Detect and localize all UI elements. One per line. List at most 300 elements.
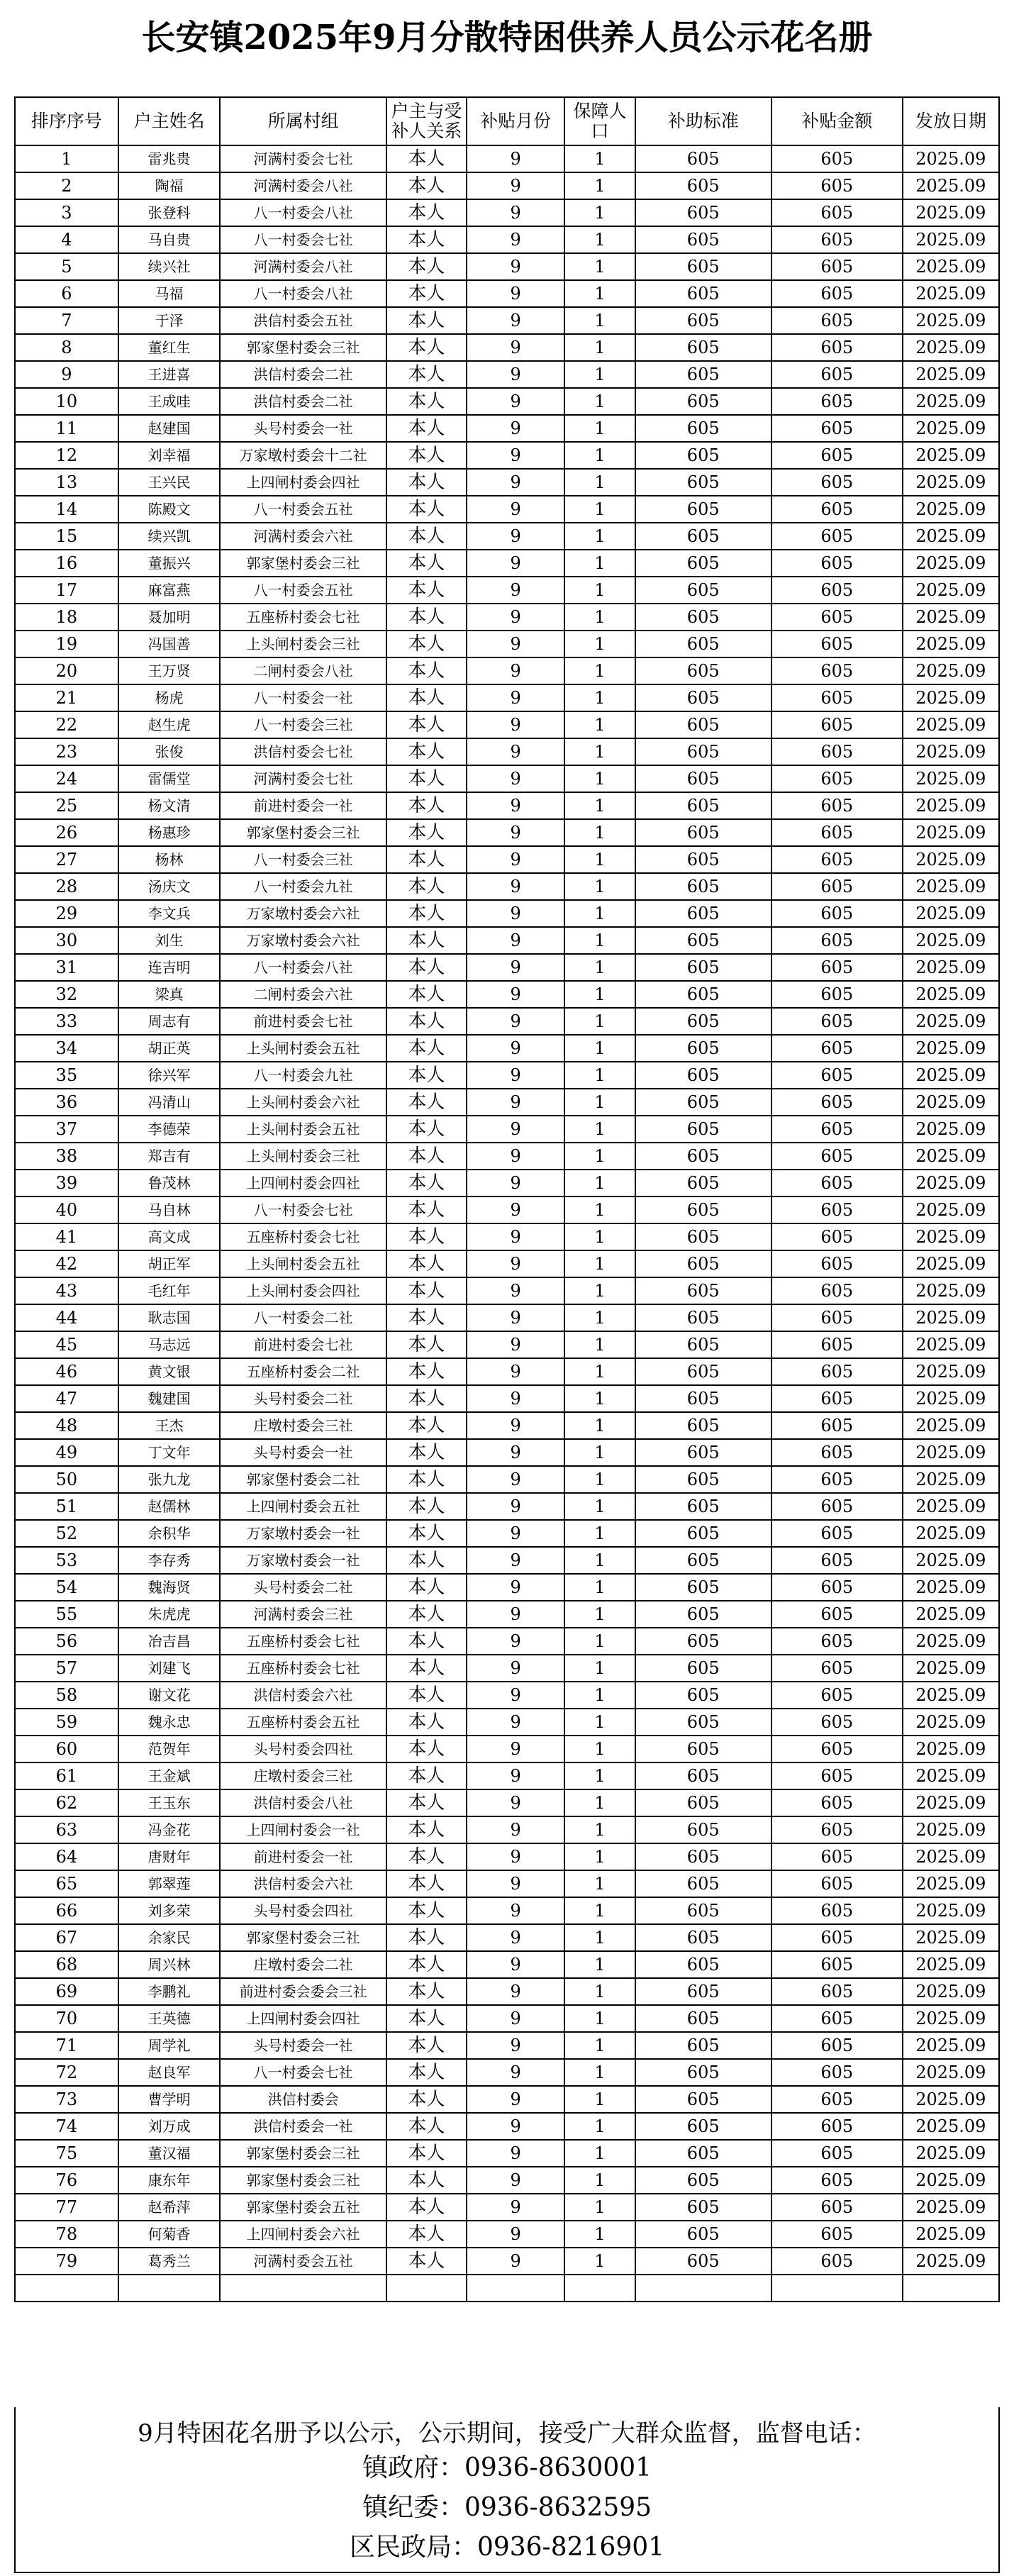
cell-persons: 1 xyxy=(564,819,635,846)
cell-standard: 605 xyxy=(635,280,771,307)
cell-date: 2025.09 xyxy=(903,469,999,496)
cell-standard: 605 xyxy=(635,1978,771,2005)
cell-persons: 1 xyxy=(564,2032,635,2059)
cell-relation: 本人 xyxy=(386,1628,467,1655)
cell-standard: 605 xyxy=(635,1008,771,1035)
cell-name: 周志有 xyxy=(118,1008,221,1035)
cell-standard: 605 xyxy=(635,2113,771,2140)
cell-amount: 605 xyxy=(771,1197,903,1223)
cell-persons: 1 xyxy=(564,2221,635,2248)
cell-persons: 1 xyxy=(564,496,635,523)
cell-relation: 本人 xyxy=(386,1035,467,1062)
cell-amount: 605 xyxy=(771,550,903,577)
cell-date: 2025.09 xyxy=(903,873,999,900)
cell-name: 聂加明 xyxy=(118,604,221,631)
cell-relation: 本人 xyxy=(386,792,467,819)
cell-month: 9 xyxy=(467,2059,564,2086)
cell-date: 2025.09 xyxy=(903,415,999,442)
cell-seq: 63 xyxy=(15,1816,118,1843)
cell-name: 梁真 xyxy=(118,981,221,1008)
cell-standard: 605 xyxy=(635,550,771,577)
table-row xyxy=(15,1277,999,1304)
cell-name: 王进喜 xyxy=(118,361,221,388)
cell-name: 魏海贤 xyxy=(118,1574,221,1601)
notice-text: 9月特困花名册予以公示，公示期间，接受广大群众监督，监督电话： xyxy=(138,2419,876,2448)
cell-village: 前进村委会七社 xyxy=(220,1008,386,1035)
cell-village: 河满村委会六社 xyxy=(220,523,386,550)
cell-month: 9 xyxy=(467,523,564,550)
cell-persons: 1 xyxy=(564,1655,635,1682)
cell-standard: 605 xyxy=(635,1897,771,1924)
cell-standard: 605 xyxy=(635,1143,771,1170)
cell-amount: 605 xyxy=(771,981,903,1008)
cell-persons: 1 xyxy=(564,523,635,550)
cell-persons: 1 xyxy=(564,1547,635,1574)
cell-persons: 1 xyxy=(564,1870,635,1897)
cell-relation: 本人 xyxy=(386,172,467,199)
cell-name: 冯国善 xyxy=(118,631,221,657)
table-row xyxy=(15,361,999,388)
cell-name: 王兴民 xyxy=(118,469,221,496)
cell-persons: 1 xyxy=(564,657,635,684)
cell-village: 五座桥村委会五社 xyxy=(220,1709,386,1736)
cell-date: 2025.09 xyxy=(903,1439,999,1466)
table-row xyxy=(15,334,999,361)
cell-village: 八一村委会八社 xyxy=(220,199,386,226)
cell-amount: 605 xyxy=(771,631,903,657)
cell-seq: 54 xyxy=(15,1574,118,1601)
cell-standard: 605 xyxy=(635,900,771,927)
cell-name: 赵生虎 xyxy=(118,711,221,738)
cell-month: 9 xyxy=(467,1223,564,1250)
cell-relation: 本人 xyxy=(386,2032,467,2059)
cell-seq: 3 xyxy=(15,199,118,226)
cell-seq: 23 xyxy=(15,738,118,765)
cell-name: 康东年 xyxy=(118,2167,221,2194)
table-row xyxy=(15,280,999,307)
cell-date: 2025.09 xyxy=(903,1897,999,1924)
cell-standard: 605 xyxy=(635,1574,771,1601)
table-row xyxy=(15,1870,999,1897)
cell-month: 9 xyxy=(467,199,564,226)
cell-standard: 605 xyxy=(635,954,771,981)
cell-relation: 本人 xyxy=(386,1331,467,1358)
cell-seq: 5 xyxy=(15,253,118,280)
cell-seq: 45 xyxy=(15,1331,118,1358)
cell-name: 李德荣 xyxy=(118,1116,221,1143)
cell-seq: 60 xyxy=(15,1736,118,1762)
cell-seq: 33 xyxy=(15,1008,118,1035)
cell-relation: 本人 xyxy=(386,981,467,1008)
cell-amount: 605 xyxy=(771,1035,903,1062)
cell-name: 郑吉有 xyxy=(118,1143,221,1170)
cell-persons: 1 xyxy=(564,1843,635,1870)
cell-relation: 本人 xyxy=(386,145,467,172)
cell-village: 八一村委会一社 xyxy=(220,684,386,711)
cell-seq: 44 xyxy=(15,1304,118,1331)
cell-amount: 605 xyxy=(771,765,903,792)
cell-amount: 605 xyxy=(771,1223,903,1250)
cell-relation: 本人 xyxy=(386,604,467,631)
cell-seq: 8 xyxy=(15,334,118,361)
cell-name: 魏永忠 xyxy=(118,1709,221,1736)
cell-persons: 1 xyxy=(564,1089,635,1116)
table-row xyxy=(15,2167,999,2194)
cell-amount: 605 xyxy=(771,1358,903,1385)
cell-amount: 605 xyxy=(771,1466,903,1493)
cell-relation: 本人 xyxy=(386,1089,467,1116)
cell-name: 董振兴 xyxy=(118,550,221,577)
cell-name: 麻富燕 xyxy=(118,577,221,604)
cell-amount: 605 xyxy=(771,954,903,981)
cell-month: 9 xyxy=(467,1277,564,1304)
cell-amount: 605 xyxy=(771,738,903,765)
cell-name: 王金斌 xyxy=(118,1762,221,1789)
cell-relation: 本人 xyxy=(386,1655,467,1682)
cell-village: 郭家堡村委会三社 xyxy=(220,819,386,846)
table-row xyxy=(15,792,999,819)
cell-name: 马志远 xyxy=(118,1331,221,1358)
cell-date: 2025.09 xyxy=(903,1143,999,1170)
cell-standard: 605 xyxy=(635,2167,771,2194)
table-row xyxy=(15,1897,999,1924)
cell-village: 郭家堡村委会三社 xyxy=(220,550,386,577)
cell-seq: 37 xyxy=(15,1116,118,1143)
cell-village: 头号村委会四社 xyxy=(220,1736,386,1762)
cell-standard: 605 xyxy=(635,145,771,172)
cell-seq: 17 xyxy=(15,577,118,604)
cell-date: 2025.09 xyxy=(903,1035,999,1062)
cell-persons: 1 xyxy=(564,1250,635,1277)
cell-month: 9 xyxy=(467,1008,564,1035)
cell-relation: 本人 xyxy=(386,1466,467,1493)
cell-name: 雷兆贵 xyxy=(118,145,221,172)
cell-date: 2025.09 xyxy=(903,1547,999,1574)
cell-amount: 605 xyxy=(771,927,903,954)
cell-name: 刘建飞 xyxy=(118,1655,221,1682)
cell-date: 2025.09 xyxy=(903,1789,999,1816)
cell-name: 郭翠莲 xyxy=(118,1870,221,1897)
cell-relation: 本人 xyxy=(386,496,467,523)
table-row xyxy=(15,1439,999,1466)
cell-amount: 605 xyxy=(771,1143,903,1170)
cell-date: 2025.09 xyxy=(903,1574,999,1601)
cell-month: 9 xyxy=(467,2113,564,2140)
cell-relation: 本人 xyxy=(386,954,467,981)
cell-persons: 1 xyxy=(564,604,635,631)
cell-village: 洪信村委会 xyxy=(220,2086,386,2113)
cell-name: 王杰 xyxy=(118,1412,221,1439)
cell-relation: 本人 xyxy=(386,1385,467,1412)
cell-village: 郭家堡村委会三社 xyxy=(220,2167,386,2194)
cell-village: 头号村委会一社 xyxy=(220,415,386,442)
cell-standard: 605 xyxy=(635,1736,771,1762)
cell-month: 9 xyxy=(467,172,564,199)
cell-standard: 605 xyxy=(635,1170,771,1197)
cell-name: 王成哇 xyxy=(118,388,221,415)
cell-seq: 57 xyxy=(15,1655,118,1682)
cell-persons: 1 xyxy=(564,711,635,738)
cell-relation: 本人 xyxy=(386,1358,467,1385)
cell-standard: 605 xyxy=(635,2248,771,2275)
cell-village: 五座桥村委会七社 xyxy=(220,1223,386,1250)
cell-relation: 本人 xyxy=(386,442,467,469)
cell-persons: 1 xyxy=(564,1116,635,1143)
cell-village: 头号村委会二社 xyxy=(220,1385,386,1412)
cell-persons: 1 xyxy=(564,2086,635,2113)
cell-seq: 59 xyxy=(15,1709,118,1736)
cell-persons: 1 xyxy=(564,226,635,253)
cell-persons: 1 xyxy=(564,1170,635,1197)
cell-persons: 1 xyxy=(564,900,635,927)
cell-month: 9 xyxy=(467,927,564,954)
cell-name: 葛秀兰 xyxy=(118,2248,221,2275)
cell-month: 9 xyxy=(467,1762,564,1789)
cell-date: 2025.09 xyxy=(903,1655,999,1682)
cell-seq: 79 xyxy=(15,2248,118,2275)
cell-name: 杨林 xyxy=(118,846,221,873)
cell-persons: 1 xyxy=(564,307,635,334)
cell-persons: 1 xyxy=(564,1439,635,1466)
cell-persons: 1 xyxy=(564,1789,635,1816)
header-village: 所属村组 xyxy=(220,97,386,145)
table-row xyxy=(15,981,999,1008)
cell-seq: 68 xyxy=(15,1951,118,1978)
cell-standard: 605 xyxy=(635,2059,771,2086)
cell-month: 9 xyxy=(467,846,564,873)
cell-amount: 605 xyxy=(771,1978,903,2005)
cell-date: 2025.09 xyxy=(903,765,999,792)
cell-amount: 605 xyxy=(771,1762,903,1789)
cell-seq: 67 xyxy=(15,1924,118,1951)
cell-month: 9 xyxy=(467,954,564,981)
cell-amount: 605 xyxy=(771,1951,903,1978)
cell-standard: 605 xyxy=(635,469,771,496)
cell-village: 上头闸村委会三社 xyxy=(220,1143,386,1170)
cell-amount: 605 xyxy=(771,442,903,469)
cell-relation: 本人 xyxy=(386,1170,467,1197)
cell-relation: 本人 xyxy=(386,819,467,846)
table-row xyxy=(15,388,999,415)
table-row xyxy=(15,631,999,657)
cell-amount: 605 xyxy=(771,361,903,388)
cell-relation: 本人 xyxy=(386,1762,467,1789)
cell-name: 汤庆文 xyxy=(118,873,221,900)
cell-persons: 1 xyxy=(564,1412,635,1439)
table-row xyxy=(15,1331,999,1358)
cell-persons: 1 xyxy=(564,765,635,792)
cell-month: 9 xyxy=(467,2194,564,2221)
cell-village: 洪信村委会一社 xyxy=(220,2113,386,2140)
table-row xyxy=(15,469,999,496)
cell-month: 9 xyxy=(467,1331,564,1358)
cell-month: 9 xyxy=(467,496,564,523)
cell-persons: 1 xyxy=(564,1682,635,1709)
cell-amount: 605 xyxy=(771,1736,903,1762)
cell-name: 刘万成 xyxy=(118,2113,221,2140)
cell-persons: 1 xyxy=(564,873,635,900)
cell-amount: 605 xyxy=(771,388,903,415)
cell-name: 董红生 xyxy=(118,334,221,361)
cell-persons: 1 xyxy=(564,846,635,873)
cell-village: 庄墩村委会三社 xyxy=(220,1412,386,1439)
cell-amount: 605 xyxy=(771,819,903,846)
cell-date: 2025.09 xyxy=(903,307,999,334)
cell-date: 2025.09 xyxy=(903,2167,999,2194)
cell-relation: 本人 xyxy=(386,1789,467,1816)
cell-village: 前进村委会委会三社 xyxy=(220,1978,386,2005)
table-row xyxy=(15,1197,999,1223)
cell-seq: 46 xyxy=(15,1358,118,1385)
table-row xyxy=(15,1466,999,1493)
cell-village: 洪信村委会六社 xyxy=(220,1870,386,1897)
cell-standard: 605 xyxy=(635,2032,771,2059)
cell-month: 9 xyxy=(467,2032,564,2059)
cell-seq: 22 xyxy=(15,711,118,738)
cell-name: 赵儒林 xyxy=(118,1493,221,1520)
cell-month: 9 xyxy=(467,469,564,496)
cell-persons: 1 xyxy=(564,2167,635,2194)
table-row xyxy=(15,927,999,954)
table-row xyxy=(15,307,999,334)
cell-name: 冯清山 xyxy=(118,1089,221,1116)
cell-relation: 本人 xyxy=(386,2248,467,2275)
cell-persons: 1 xyxy=(564,1062,635,1089)
cell-village: 八一村委会九社 xyxy=(220,873,386,900)
table-row xyxy=(15,1520,999,1547)
cell-month: 9 xyxy=(467,1870,564,1897)
cell-persons: 1 xyxy=(564,1736,635,1762)
cell-village: 洪信村委会七社 xyxy=(220,738,386,765)
cell-date: 2025.09 xyxy=(903,738,999,765)
cell-amount: 605 xyxy=(771,496,903,523)
cell-village: 洪信村委会二社 xyxy=(220,388,386,415)
cell-persons: 1 xyxy=(564,1331,635,1358)
cell-standard: 605 xyxy=(635,1250,771,1277)
cell-amount: 605 xyxy=(771,1816,903,1843)
cell-relation: 本人 xyxy=(386,1682,467,1709)
table-row xyxy=(15,496,999,523)
cell-relation: 本人 xyxy=(386,2113,467,2140)
table-row xyxy=(15,765,999,792)
cell-amount: 605 xyxy=(771,873,903,900)
table-row xyxy=(15,1762,999,1789)
cell-amount: 605 xyxy=(771,1116,903,1143)
cell-amount: 605 xyxy=(771,1277,903,1304)
cell-month: 9 xyxy=(467,1574,564,1601)
cell-month: 9 xyxy=(467,1412,564,1439)
cell-month: 9 xyxy=(467,1951,564,1978)
header-date: 发放日期 xyxy=(903,97,999,145)
cell-name: 周兴林 xyxy=(118,1951,221,1978)
cell-month: 9 xyxy=(467,334,564,361)
cell-standard: 605 xyxy=(635,2221,771,2248)
cell-seq: 50 xyxy=(15,1466,118,1493)
cell-village: 八一村委会三社 xyxy=(220,846,386,873)
cell-date: 2025.09 xyxy=(903,1493,999,1520)
cell-seq: 75 xyxy=(15,2140,118,2167)
cell-relation: 本人 xyxy=(386,1197,467,1223)
cell-seq: 42 xyxy=(15,1250,118,1277)
cell-standard: 605 xyxy=(635,496,771,523)
cell-village: 八一村委会八社 xyxy=(220,280,386,307)
cell-name: 刘生 xyxy=(118,927,221,954)
cell-amount: 605 xyxy=(771,900,903,927)
cell-seq: 16 xyxy=(15,550,118,577)
cell-seq: 7 xyxy=(15,307,118,334)
cell-date: 2025.09 xyxy=(903,550,999,577)
cell-persons: 1 xyxy=(564,145,635,172)
cell-name: 张九龙 xyxy=(118,1466,221,1493)
table-row xyxy=(15,2005,999,2032)
cell-seq: 4 xyxy=(15,226,118,253)
cell-relation: 本人 xyxy=(386,846,467,873)
cell-seq: 29 xyxy=(15,900,118,927)
cell-standard: 605 xyxy=(635,442,771,469)
cell-relation: 本人 xyxy=(386,388,467,415)
cell-date: 2025.09 xyxy=(903,927,999,954)
footer-notice-box xyxy=(14,2407,1000,2573)
table-row xyxy=(15,1089,999,1116)
cell-month: 9 xyxy=(467,1601,564,1628)
cell-month: 9 xyxy=(467,1385,564,1412)
cell-seq: 52 xyxy=(15,1520,118,1547)
cell-date: 2025.09 xyxy=(903,253,999,280)
cell-persons: 1 xyxy=(564,1385,635,1412)
cell-amount: 605 xyxy=(771,1385,903,1412)
cell-persons: 1 xyxy=(564,1762,635,1789)
cell-month: 9 xyxy=(467,738,564,765)
cell-standard: 605 xyxy=(635,1439,771,1466)
cell-relation: 本人 xyxy=(386,657,467,684)
cell-standard: 605 xyxy=(635,927,771,954)
table-row xyxy=(15,1628,999,1655)
cell-month: 9 xyxy=(467,1250,564,1277)
cell-persons: 1 xyxy=(564,981,635,1008)
cell-standard: 605 xyxy=(635,1870,771,1897)
cell-standard: 605 xyxy=(635,631,771,657)
table-row xyxy=(15,1978,999,2005)
cell-seq: 38 xyxy=(15,1143,118,1170)
cell-name: 王英德 xyxy=(118,2005,221,2032)
cell-persons: 1 xyxy=(564,1493,635,1520)
cell-amount: 605 xyxy=(771,684,903,711)
cell-relation: 本人 xyxy=(386,684,467,711)
table-row xyxy=(15,550,999,577)
cell-month: 9 xyxy=(467,1197,564,1223)
cell-date: 2025.09 xyxy=(903,1062,999,1089)
cell-seq: 10 xyxy=(15,388,118,415)
cell-month: 9 xyxy=(467,631,564,657)
cell-month: 9 xyxy=(467,1924,564,1951)
table-row xyxy=(15,145,999,172)
table-row xyxy=(15,738,999,765)
cell-persons: 1 xyxy=(564,1520,635,1547)
cell-month: 9 xyxy=(467,1358,564,1385)
cell-name: 雷儒堂 xyxy=(118,765,221,792)
cell-relation: 本人 xyxy=(386,280,467,307)
cell-persons: 1 xyxy=(564,280,635,307)
cell-village: 八一村委会二社 xyxy=(220,1304,386,1331)
cell-amount: 605 xyxy=(771,1843,903,1870)
cell-date: 2025.09 xyxy=(903,199,999,226)
cell-village: 八一村委会九社 xyxy=(220,1062,386,1089)
cell-name: 谢文花 xyxy=(118,1682,221,1709)
header-seq: 排序序号 xyxy=(15,97,118,145)
cell-standard: 605 xyxy=(635,765,771,792)
cell-relation: 本人 xyxy=(386,361,467,388)
cell-relation: 本人 xyxy=(386,2059,467,2086)
